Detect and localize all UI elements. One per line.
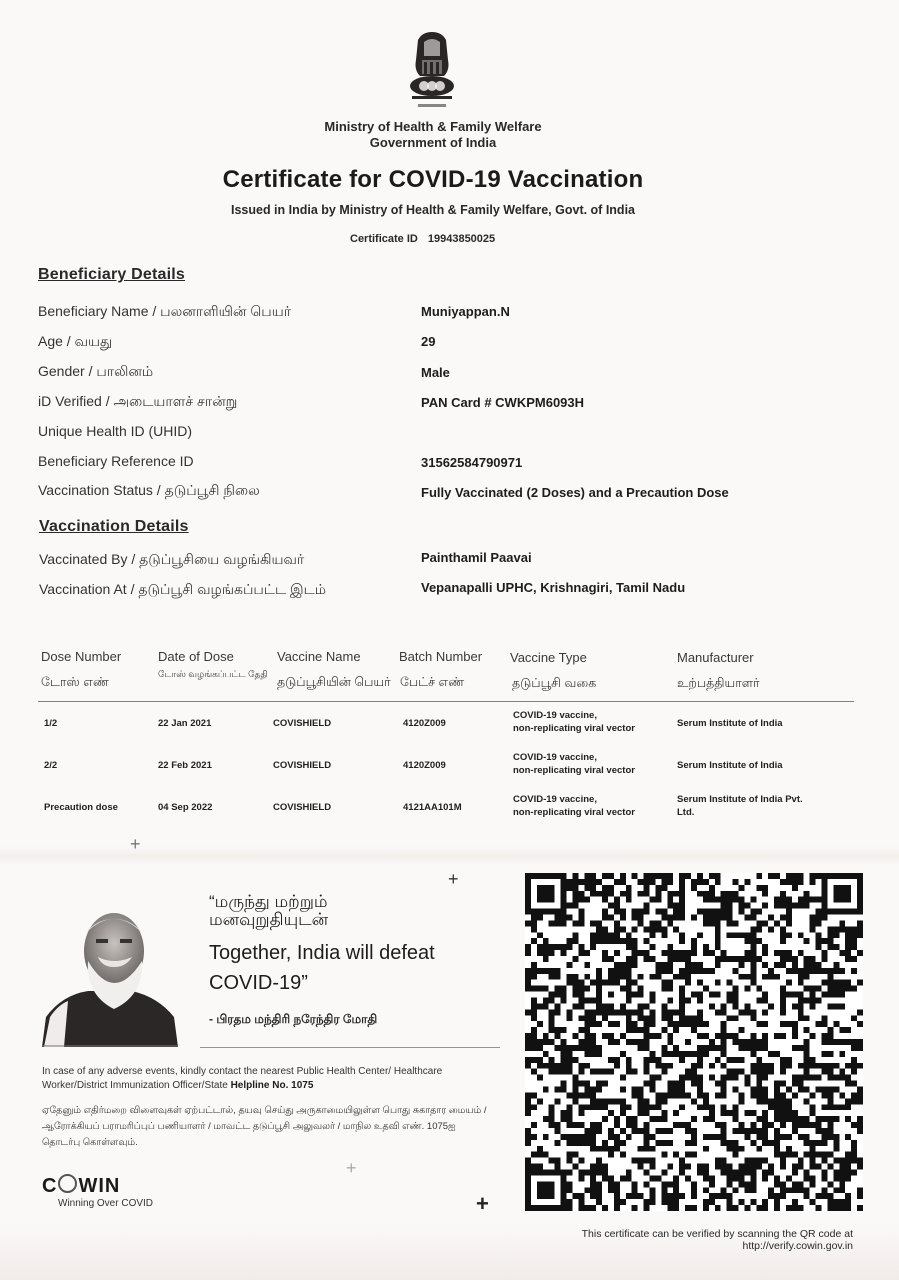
column-header-dose-number-ta: டோஸ் எண் xyxy=(41,675,109,689)
vaccine-type-line-2: non-replicating viral vector xyxy=(513,723,635,734)
vaccine-type-line-1: COVID-19 vaccine, xyxy=(513,752,597,763)
cowin-logo-win: WIN xyxy=(78,1175,121,1197)
verification-note xyxy=(582,1228,853,1252)
column-header-dose-number: Dose Number xyxy=(41,649,122,664)
prime-minister-portrait xyxy=(42,905,178,1047)
registration-mark-icon: + xyxy=(448,869,459,889)
helpline-number: Helpline No. 1075 xyxy=(230,1080,314,1091)
dose-number-cell: 1/2 xyxy=(44,718,58,729)
manufacturer-cell xyxy=(677,793,803,819)
certificate-id-value: 19943850025 xyxy=(427,233,496,245)
dose-date-cell: 22 Jan 2021 xyxy=(158,718,212,729)
column-header-date-ta: டோஸ் வழங்கப்பட்ட தேதி xyxy=(158,669,268,679)
quote-attribution: - பிரதம மந்திரி நரேந்திர மோதி xyxy=(209,1012,378,1026)
reference-id-value: 31562584790971 xyxy=(421,455,523,470)
column-header-manufacturer-ta: உற்பத்தியாளர் xyxy=(677,676,760,690)
vaccine-type-line-1: COVID-19 vaccine, xyxy=(513,710,597,721)
uhid-label: Unique Health ID (UHID) xyxy=(38,423,193,439)
column-header-vaccine-type-ta: தடுப்பூசி வகை xyxy=(512,676,597,690)
cowin-tagline: Winning Over COVID xyxy=(58,1198,154,1209)
id-verified-value: PAN Card # CWKPM6093H xyxy=(421,395,585,410)
ministry-line-1: Ministry of Health & Family Welfare xyxy=(324,119,542,134)
certificate-id xyxy=(350,233,495,245)
dose-number-cell: 2/2 xyxy=(44,760,58,771)
gender-label: Gender / பாலினம் xyxy=(38,363,154,379)
vaccination-details-heading: Vaccination Details xyxy=(39,518,189,535)
adverse-events-notice-tamil: ஏதேனும் எதிர்மறை விளைவுகள் ஏற்பட்டால், தயவு செய்து அருகாமையிலுள்ள பொது சுகாதார மையம் / ஆரோக்கியப் பராமரிப்புப் பணியாளர் / மாவட்ட தடுப்பூசி அலுவலர் / மாநில உதவி எண். 1075ஐ தொடர்பு கொள்ளவும். xyxy=(42,1105,487,1148)
manufacturer-cell xyxy=(677,717,783,730)
vaccination-at-value: Vepanapalli UPHC, Krishnagiri, Tamil Nadu xyxy=(421,580,686,595)
ministry-heading xyxy=(0,119,866,151)
column-header-vaccine-name-ta: தடுப்பூசியின் பெயர் xyxy=(277,675,391,689)
manufacturer-line-1: Serum Institute of India Pvt. xyxy=(677,794,803,805)
national-emblem-icon xyxy=(404,30,460,112)
vaccination-status-label: Vaccination Status / தடுப்பூசி நிலை xyxy=(38,482,260,498)
ministry-line-2: Government of India xyxy=(369,135,497,150)
manufacturer-line-1: Serum Institute of India xyxy=(677,718,783,729)
vaccine-type-line-1: COVID-19 vaccine, xyxy=(513,794,597,805)
vaccine-type-cell xyxy=(513,751,635,777)
registration-mark-icon: + xyxy=(130,834,141,854)
verification-url: http://verify.cowin.gov.in xyxy=(742,1240,853,1252)
certificate-subtitle: Issued in India by Ministry of Health & Family Welfare, Govt. of India xyxy=(230,203,635,217)
column-header-batch-number-ta: பேட்ச் எண் xyxy=(400,675,465,689)
certificate-title: Certificate for COVID-19 Vaccination xyxy=(222,166,644,193)
column-header-vaccine-type: Vaccine Type xyxy=(510,650,587,665)
age-value: 29 xyxy=(421,334,436,349)
vaccine-name-cell: COVISHIELD xyxy=(273,760,332,771)
vaccine-type-line-2: non-replicating viral vector xyxy=(513,765,635,776)
vaccine-name-cell: COVISHIELD xyxy=(273,802,332,813)
manufacturer-line-1: Serum Institute of India xyxy=(677,760,783,771)
reference-id-label: Beneficiary Reference ID xyxy=(38,453,194,469)
column-header-batch-number: Batch Number xyxy=(399,649,483,664)
vaccination-status-value: Fully Vaccinated (2 Doses) and a Precaution Dose xyxy=(421,485,729,500)
quote-english: Together, India will defeat COVID-19” xyxy=(209,942,435,994)
cowin-logo xyxy=(42,1174,120,1198)
quote-tamil-line-2: மனவுறுதியுடன் xyxy=(209,910,329,929)
table-header-divider xyxy=(38,701,854,702)
cowin-logo-c: C xyxy=(42,1175,58,1197)
manufacturer-cell xyxy=(677,759,783,772)
batch-number-cell: 4120Z009 xyxy=(403,760,446,771)
verification-note-line-1: This certificate can be verified by scanning the QR code at xyxy=(581,1228,853,1240)
vaccine-name-cell: COVISHIELD xyxy=(273,718,332,729)
dose-date-cell: 22 Feb 2021 xyxy=(158,760,212,771)
registration-mark-icon: + xyxy=(346,1158,357,1178)
id-verified-label: iD Verified / அடையாளச் சான்று xyxy=(38,393,238,409)
vaccinated-by-value: Painthamil Paavai xyxy=(421,550,532,565)
beneficiary-name-value: Muniyappan.N xyxy=(421,304,510,319)
qr-code-icon xyxy=(525,873,863,1211)
quote-tamil xyxy=(209,893,469,929)
beneficiary-name-label: Beneficiary Name / பலனாளியின் பெயர் xyxy=(38,303,292,319)
vaccine-type-line-2: non-replicating viral vector xyxy=(513,807,635,818)
registration-mark-icon: + xyxy=(476,1191,489,1216)
vaccinated-by-label: Vaccinated By / தடுப்பூசியை வழங்கியவர் xyxy=(39,551,305,567)
age-label: Age / வயது xyxy=(38,333,113,349)
vaccine-type-cell xyxy=(513,709,635,735)
column-header-manufacturer: Manufacturer xyxy=(677,650,754,665)
column-header-vaccine-name: Vaccine Name xyxy=(277,649,361,664)
dose-number-cell: Precaution dose xyxy=(44,802,118,813)
beneficiary-details-heading: Beneficiary Details xyxy=(38,266,185,283)
column-header-date: Date of Dose xyxy=(158,649,234,664)
gender-value: Male xyxy=(421,365,450,380)
quote-divider xyxy=(200,1047,500,1048)
notice-text: In case of any adverse events, kindly contact the nearest Public Health Center/ Healthcare Worker/District Immunization Officer/State xyxy=(42,1066,443,1091)
certificate-id-label: Certificate ID xyxy=(350,233,418,245)
batch-number-cell: 4120Z009 xyxy=(403,718,446,729)
cowin-globe-icon xyxy=(58,1174,77,1193)
adverse-events-notice-english xyxy=(42,1065,482,1093)
vaccination-at-label: Vaccination At / தடுப்பூசி வழங்கப்பட்ட இடம் xyxy=(39,581,326,597)
vaccine-type-cell xyxy=(513,793,635,819)
manufacturer-line-2: Ltd. xyxy=(677,807,695,818)
quote-tamil-line-1: “மருந்து மற்றும் xyxy=(209,892,328,911)
batch-number-cell: 4121AA101M xyxy=(403,802,462,813)
dose-date-cell: 04 Sep 2022 xyxy=(158,802,213,813)
